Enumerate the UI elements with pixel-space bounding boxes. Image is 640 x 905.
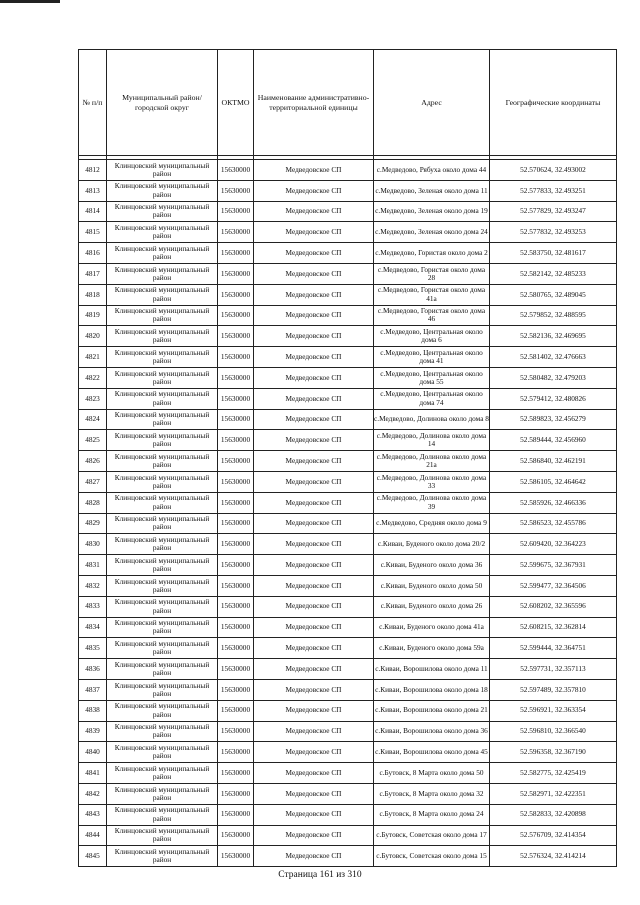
row-coordinates: 52.582971, 32.422351: [490, 783, 617, 804]
row-municipality: Клинцовский муниципальный район: [107, 555, 218, 576]
row-admin-unit: Медведовское СП: [254, 326, 374, 347]
row-coordinates: 52.579852, 32.488595: [490, 305, 617, 326]
row-municipality: Клинцовский муниципальный район: [107, 513, 218, 534]
row-address: с.Киваи, Буденого около дома 41а: [374, 617, 490, 638]
row-number: 4834: [79, 617, 107, 638]
table-row: [79, 617, 617, 638]
row-oktmo: 15630000: [218, 679, 254, 700]
row-admin-unit: Медведовское СП: [254, 534, 374, 555]
row-oktmo: 15630000: [218, 430, 254, 451]
row-address: с.Медведово, Долинова около дома 14: [374, 430, 490, 451]
row-oktmo: 15630000: [218, 513, 254, 534]
row-address: с.Медведово, Гористая около дома 2: [374, 243, 490, 264]
row-number: 4827: [79, 471, 107, 492]
scan-edge-mark: [0, 0, 60, 3]
row-admin-unit: Медведовское СП: [254, 180, 374, 201]
row-admin-unit: Медведовское СП: [254, 617, 374, 638]
row-number: 4812: [79, 160, 107, 181]
row-number: 4837: [79, 679, 107, 700]
table-row: [79, 222, 617, 243]
row-coordinates: 52.589823, 32.456279: [490, 409, 617, 430]
table-row: [79, 742, 617, 763]
registry-table: [78, 49, 617, 867]
row-address: с.Медведово, Центральная около дома 55: [374, 367, 490, 388]
row-oktmo: 15630000: [218, 243, 254, 264]
row-address: с.Медведово, Средняя около дома 9: [374, 513, 490, 534]
table-row: [79, 201, 617, 222]
table-row: [79, 700, 617, 721]
row-municipality: Клинцовский муниципальный район: [107, 263, 218, 284]
table-row: [79, 763, 617, 784]
row-admin-unit: Медведовское СП: [254, 492, 374, 513]
row-admin-unit: Медведовское СП: [254, 388, 374, 409]
header-municipality: Муниципальный район/городской округ: [107, 50, 218, 156]
row-municipality: Клинцовский муниципальный район: [107, 700, 218, 721]
table-row: [79, 679, 617, 700]
row-municipality: Клинцовский муниципальный район: [107, 596, 218, 617]
row-number: 4825: [79, 430, 107, 451]
table-row: [79, 326, 617, 347]
row-address: с.Медведово, Гористая около дома 28: [374, 263, 490, 284]
table-row: [79, 783, 617, 804]
row-oktmo: 15630000: [218, 409, 254, 430]
table-row: [79, 555, 617, 576]
row-oktmo: 15630000: [218, 638, 254, 659]
row-municipality: Клинцовский муниципальный район: [107, 742, 218, 763]
row-number: 4839: [79, 721, 107, 742]
row-oktmo: 15630000: [218, 804, 254, 825]
row-municipality: Клинцовский муниципальный район: [107, 825, 218, 846]
row-coordinates: 52.609420, 32.364223: [490, 534, 617, 555]
row-number: 4821: [79, 347, 107, 368]
row-municipality: Клинцовский муниципальный район: [107, 804, 218, 825]
row-address: с.Медведово, Зеленая около дома 19: [374, 201, 490, 222]
table-row: [79, 846, 617, 867]
row-number: 4813: [79, 180, 107, 201]
row-address: с.Медведово, Центральная около дома 6: [374, 326, 490, 347]
table-row: [79, 409, 617, 430]
row-coordinates: 52.585926, 32.466336: [490, 492, 617, 513]
table-row: [79, 451, 617, 472]
row-admin-unit: Медведовское СП: [254, 638, 374, 659]
row-address: с.Киваи, Ворошилова около дома 45: [374, 742, 490, 763]
row-admin-unit: Медведовское СП: [254, 596, 374, 617]
row-municipality: Клинцовский муниципальный район: [107, 846, 218, 867]
row-admin-unit: Медведовское СП: [254, 804, 374, 825]
row-coordinates: 52.608202, 32.365596: [490, 596, 617, 617]
row-number: 4829: [79, 513, 107, 534]
row-municipality: Клинцовский муниципальный район: [107, 534, 218, 555]
row-coordinates: 52.580482, 32.479203: [490, 367, 617, 388]
row-number: 4842: [79, 783, 107, 804]
row-oktmo: 15630000: [218, 617, 254, 638]
row-municipality: Клинцовский муниципальный район: [107, 430, 218, 451]
row-admin-unit: Медведовское СП: [254, 721, 374, 742]
row-number: 4828: [79, 492, 107, 513]
row-number: 4826: [79, 451, 107, 472]
row-number: 4819: [79, 305, 107, 326]
row-admin-unit: Медведовское СП: [254, 513, 374, 534]
row-admin-unit: Медведовское СП: [254, 825, 374, 846]
row-admin-unit: Медведовское СП: [254, 679, 374, 700]
row-coordinates: 52.581402, 32.476663: [490, 347, 617, 368]
row-address: с.Бутовск, 8 Марта около дома 24: [374, 804, 490, 825]
row-coordinates: 52.608215, 32.362814: [490, 617, 617, 638]
row-oktmo: 15630000: [218, 596, 254, 617]
row-coordinates: 52.580765, 32.489045: [490, 284, 617, 305]
header-admin-unit: Наименование административно-территориальной единицы: [254, 50, 374, 156]
row-municipality: Клинцовский муниципальный район: [107, 492, 218, 513]
table-row: [79, 263, 617, 284]
row-oktmo: 15630000: [218, 347, 254, 368]
table-row: [79, 347, 617, 368]
row-municipality: Клинцовский муниципальный район: [107, 617, 218, 638]
row-address: с.Киваи, Ворошилова около дома 11: [374, 659, 490, 680]
row-address: с.Бутовск, Советская около дома 15: [374, 846, 490, 867]
row-address: с.Киваи, Буденого около дома 20/2: [374, 534, 490, 555]
row-oktmo: 15630000: [218, 721, 254, 742]
row-admin-unit: Медведовское СП: [254, 243, 374, 264]
table-row: [79, 638, 617, 659]
row-municipality: Клинцовский муниципальный район: [107, 638, 218, 659]
row-admin-unit: Медведовское СП: [254, 263, 374, 284]
row-admin-unit: Медведовское СП: [254, 160, 374, 181]
table-row: [79, 825, 617, 846]
table-row: [79, 160, 617, 181]
row-coordinates: 52.599675, 32.367931: [490, 555, 617, 576]
table-row: [79, 492, 617, 513]
row-municipality: Клинцовский муниципальный район: [107, 471, 218, 492]
row-oktmo: 15630000: [218, 263, 254, 284]
row-municipality: Клинцовский муниципальный район: [107, 409, 218, 430]
row-coordinates: 52.589444, 32.456960: [490, 430, 617, 451]
header-oktmo: ОКТМО: [218, 50, 254, 156]
row-oktmo: 15630000: [218, 742, 254, 763]
row-admin-unit: Медведовское СП: [254, 700, 374, 721]
row-address: с.Медведово, Долинова около дома 39: [374, 492, 490, 513]
row-coordinates: 52.596921, 32.363354: [490, 700, 617, 721]
row-coordinates: 52.582142, 32.485233: [490, 263, 617, 284]
row-oktmo: 15630000: [218, 846, 254, 867]
row-oktmo: 15630000: [218, 492, 254, 513]
row-municipality: Клинцовский муниципальный район: [107, 763, 218, 784]
row-address: с.Киваи, Ворошилова около дома 36: [374, 721, 490, 742]
row-address: с.Киваи, Ворошилова около дома 21: [374, 700, 490, 721]
row-address: с.Медведово, Центральная около дома 41: [374, 347, 490, 368]
row-oktmo: 15630000: [218, 305, 254, 326]
row-coordinates: 52.576709, 32.414354: [490, 825, 617, 846]
row-municipality: Клинцовский муниципальный район: [107, 160, 218, 181]
row-coordinates: 52.582136, 32.469695: [490, 326, 617, 347]
row-municipality: Клинцовский муниципальный район: [107, 575, 218, 596]
row-municipality: Клинцовский муниципальный район: [107, 222, 218, 243]
row-oktmo: 15630000: [218, 471, 254, 492]
row-number: 4830: [79, 534, 107, 555]
row-coordinates: 52.577833, 32.493251: [490, 180, 617, 201]
row-coordinates: 52.582833, 32.420898: [490, 804, 617, 825]
row-coordinates: 52.586840, 32.462191: [490, 451, 617, 472]
row-oktmo: 15630000: [218, 451, 254, 472]
table-row: [79, 305, 617, 326]
row-municipality: Клинцовский муниципальный район: [107, 201, 218, 222]
row-admin-unit: Медведовское СП: [254, 783, 374, 804]
header-number: № п/п: [79, 50, 107, 156]
table-body: [79, 156, 617, 867]
row-coordinates: 52.576324, 32.414214: [490, 846, 617, 867]
row-address: с.Медведово, Долинова около дома 21а: [374, 451, 490, 472]
row-number: 4840: [79, 742, 107, 763]
row-oktmo: 15630000: [218, 326, 254, 347]
row-number: 4823: [79, 388, 107, 409]
row-number: 4831: [79, 555, 107, 576]
row-coordinates: 52.577832, 32.493253: [490, 222, 617, 243]
table-row: [79, 575, 617, 596]
row-address: с.Бутовск, 8 Марта около дома 50: [374, 763, 490, 784]
row-municipality: Клинцовский муниципальный район: [107, 284, 218, 305]
row-coordinates: 52.599444, 32.364751: [490, 638, 617, 659]
row-municipality: Клинцовский муниципальный район: [107, 305, 218, 326]
table-header-row: [79, 50, 617, 156]
row-number: 4822: [79, 367, 107, 388]
table-row: [79, 721, 617, 742]
row-oktmo: 15630000: [218, 575, 254, 596]
row-coordinates: 52.596358, 32.367190: [490, 742, 617, 763]
row-address: с.Медведово, Долинова около дома 8: [374, 409, 490, 430]
row-address: с.Киваи, Ворошилова около дома 18: [374, 679, 490, 700]
table-row: [79, 804, 617, 825]
header-coordinates: Географические координаты: [490, 50, 617, 156]
table-row: [79, 243, 617, 264]
row-oktmo: 15630000: [218, 555, 254, 576]
row-oktmo: 15630000: [218, 763, 254, 784]
row-address: с.Бутовск, 8 Марта около дома 32: [374, 783, 490, 804]
row-municipality: Клинцовский муниципальный район: [107, 659, 218, 680]
row-address: с.Медведово, Центральная около дома 74: [374, 388, 490, 409]
table-row: [79, 534, 617, 555]
row-municipality: Клинцовский муниципальный район: [107, 243, 218, 264]
row-number: 4818: [79, 284, 107, 305]
row-municipality: Клинцовский муниципальный район: [107, 388, 218, 409]
row-address: с.Киваи, Буденого около дома 50: [374, 575, 490, 596]
row-municipality: Клинцовский муниципальный район: [107, 180, 218, 201]
row-number: 4845: [79, 846, 107, 867]
table-row: [79, 388, 617, 409]
row-number: 4815: [79, 222, 107, 243]
row-coordinates: 52.597489, 32.357810: [490, 679, 617, 700]
row-admin-unit: Медведовское СП: [254, 555, 374, 576]
row-number: 4844: [79, 825, 107, 846]
row-oktmo: 15630000: [218, 388, 254, 409]
row-admin-unit: Медведовское СП: [254, 471, 374, 492]
row-number: 4835: [79, 638, 107, 659]
row-coordinates: 52.596810, 32.366540: [490, 721, 617, 742]
row-number: 4841: [79, 763, 107, 784]
row-coordinates: 52.597731, 32.357113: [490, 659, 617, 680]
row-number: 4836: [79, 659, 107, 680]
row-oktmo: 15630000: [218, 222, 254, 243]
row-municipality: Клинцовский муниципальный район: [107, 367, 218, 388]
row-address: с.Медведово, Зеленая около дома 24: [374, 222, 490, 243]
row-oktmo: 15630000: [218, 659, 254, 680]
table-row: [79, 596, 617, 617]
header-address: Адрес: [374, 50, 490, 156]
row-oktmo: 15630000: [218, 160, 254, 181]
row-coordinates: 52.599477, 32.364506: [490, 575, 617, 596]
row-admin-unit: Медведовское СП: [254, 742, 374, 763]
table-row: [79, 367, 617, 388]
row-address: с.Бутовск, Советская около дома 17: [374, 825, 490, 846]
table-row: [79, 180, 617, 201]
row-municipality: Клинцовский муниципальный район: [107, 721, 218, 742]
row-admin-unit: Медведовское СП: [254, 284, 374, 305]
row-admin-unit: Медведовское СП: [254, 201, 374, 222]
table-row: [79, 284, 617, 305]
row-number: 4824: [79, 409, 107, 430]
row-address: с.Медведово, Гористая около дома 41а: [374, 284, 490, 305]
row-municipality: Клинцовский муниципальный район: [107, 679, 218, 700]
row-address: с.Медведово, Гористая около дома 46: [374, 305, 490, 326]
table-row: [79, 659, 617, 680]
table-row: [79, 471, 617, 492]
row-number: 4832: [79, 575, 107, 596]
row-municipality: Клинцовский муниципальный район: [107, 451, 218, 472]
row-oktmo: 15630000: [218, 284, 254, 305]
row-number: 4817: [79, 263, 107, 284]
row-oktmo: 15630000: [218, 201, 254, 222]
row-coordinates: 52.583750, 32.481617: [490, 243, 617, 264]
row-number: 4833: [79, 596, 107, 617]
row-coordinates: 52.570624, 32.493002: [490, 160, 617, 181]
row-admin-unit: Медведовское СП: [254, 347, 374, 368]
row-oktmo: 15630000: [218, 180, 254, 201]
row-address: с.Медведово, Долинова около дома 33: [374, 471, 490, 492]
row-municipality: Клинцовский муниципальный район: [107, 347, 218, 368]
row-number: 4820: [79, 326, 107, 347]
row-admin-unit: Медведовское СП: [254, 305, 374, 326]
row-admin-unit: Медведовское СП: [254, 451, 374, 472]
row-oktmo: 15630000: [218, 534, 254, 555]
row-admin-unit: Медведовское СП: [254, 430, 374, 451]
row-number: 4838: [79, 700, 107, 721]
table-row: [79, 513, 617, 534]
table-row: [79, 430, 617, 451]
row-admin-unit: Медведовское СП: [254, 367, 374, 388]
row-oktmo: 15630000: [218, 783, 254, 804]
row-coordinates: 52.586105, 32.464642: [490, 471, 617, 492]
row-coordinates: 52.586523, 32.455786: [490, 513, 617, 534]
row-admin-unit: Медведовское СП: [254, 575, 374, 596]
page-footer: Страница 161 из 310: [278, 870, 362, 880]
row-number: 4816: [79, 243, 107, 264]
row-municipality: Клинцовский муниципальный район: [107, 783, 218, 804]
row-admin-unit: Медведовское СП: [254, 659, 374, 680]
row-oktmo: 15630000: [218, 825, 254, 846]
row-address: с.Киваи, Буденого около дома 36: [374, 555, 490, 576]
row-admin-unit: Медведовское СП: [254, 409, 374, 430]
row-coordinates: 52.577829, 32.493247: [490, 201, 617, 222]
row-coordinates: 52.582775, 32.425419: [490, 763, 617, 784]
row-admin-unit: Медведовское СП: [254, 846, 374, 867]
row-oktmo: 15630000: [218, 367, 254, 388]
row-number: 4814: [79, 201, 107, 222]
row-municipality: Клинцовский муниципальный район: [107, 326, 218, 347]
row-address: с.Киваи, Буденого около дома 59а: [374, 638, 490, 659]
row-coordinates: 52.579412, 32.480826: [490, 388, 617, 409]
row-oktmo: 15630000: [218, 700, 254, 721]
row-number: 4843: [79, 804, 107, 825]
row-address: с.Киваи, Буденого около дома 26: [374, 596, 490, 617]
row-address: с.Медведово, Зеленая около дома 11: [374, 180, 490, 201]
row-address: с.Медведово, Рябуха около дома 44: [374, 160, 490, 181]
row-admin-unit: Медведовское СП: [254, 222, 374, 243]
row-admin-unit: Медведовское СП: [254, 763, 374, 784]
